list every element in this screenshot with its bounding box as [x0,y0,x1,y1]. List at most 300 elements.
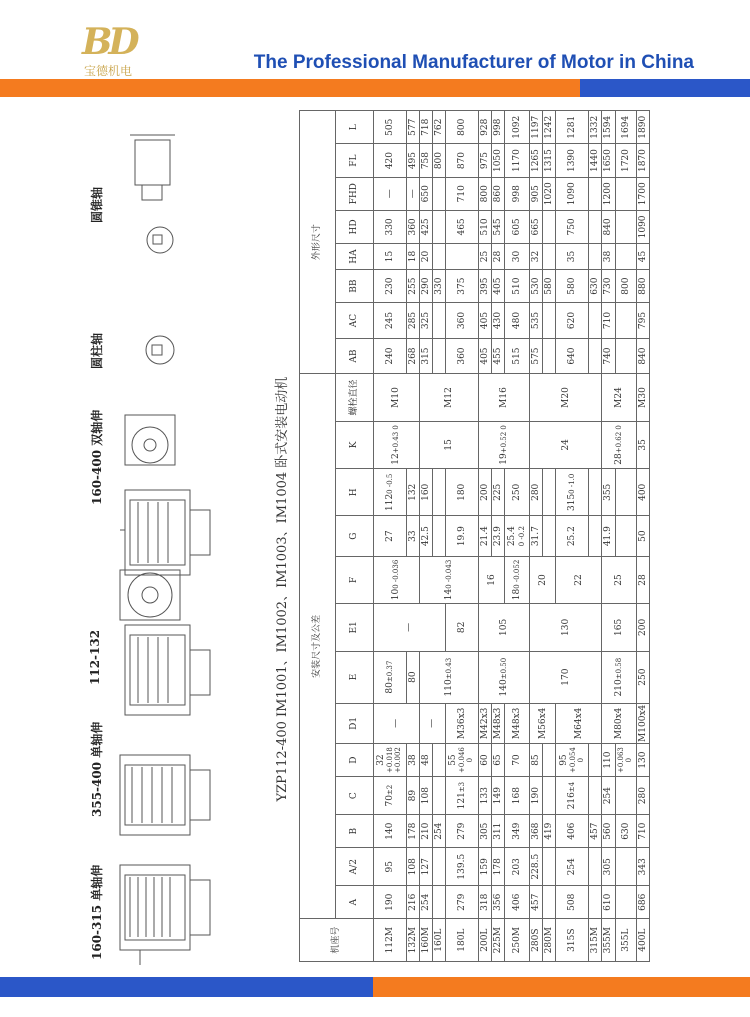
h-cell: 355 [602,469,615,516]
a2-cell: 343 [636,848,649,886]
a2-cell [589,848,602,886]
g-cell: 31.7 [530,516,543,556]
fhd-cell: 710 [445,177,478,210]
g-cell: 27 [373,516,406,556]
logo-subtitle: 宝德机电 [84,64,133,78]
l-cell: 1197 [530,111,543,144]
d1-cell: M42x3 [479,703,492,743]
ac-cell: 285 [406,303,419,339]
ha-cell [615,244,636,270]
ha-cell [432,244,445,270]
bolt-cell: M20 [530,374,602,421]
bolt-cell: M16 [479,374,530,421]
h-cell: 132 [406,469,419,516]
table-row [615,111,636,962]
d-cell: 130 [636,743,649,776]
b-cell: 140 [373,815,406,848]
e-cell: 170 [530,651,602,703]
a2-cell: 305 [602,848,615,886]
e1-cell: 200 [636,604,649,651]
c-cell [589,777,602,815]
col-f: F [335,556,373,603]
footer-band-blue [0,977,373,997]
col-bb: BB [335,270,373,303]
d-cell: 48 [419,743,432,776]
fhd-cell: 800 [479,177,492,210]
g-cell: 41.9 [602,516,615,556]
d-cell: +0.063 0 [615,743,636,776]
d1-cell: M80x4 [602,703,636,743]
col-h: H [335,469,373,516]
e-cell: 80 [406,651,419,703]
col-e: E [335,651,373,703]
d1-cell: M48x3 [505,703,530,743]
fl-cell: 1265 [530,144,543,177]
l-cell: 1332 [589,111,602,144]
h-cell: 280 [530,469,543,516]
c-cell: 168 [505,777,530,815]
fl-cell: 975 [479,144,492,177]
ha-cell: 25 [479,244,492,270]
l-cell: 1694 [615,111,636,144]
install-group-header: 安装尺寸及公差 [299,374,335,919]
table-row [406,111,419,962]
bolt-cell: M12 [419,374,478,421]
ab-cell: 515 [505,338,530,374]
b-cell: 368 [530,815,543,848]
frame-cell: 200L [479,919,492,962]
d1-cell: M48x3 [492,703,505,743]
bolt-cell: M30 [636,374,649,421]
e1-cell: 105 [479,604,530,651]
c-cell: 190 [530,777,543,815]
fl-cell: 420 [373,144,406,177]
g-cell: 33 [406,516,419,556]
table-row [373,111,406,962]
bb-cell: 330 [432,270,445,303]
b-cell: 457 [589,815,602,848]
bb-cell: 630 [589,270,602,303]
col-d: D [335,743,373,776]
ha-cell: 38 [602,244,615,270]
frame-cell: 160L [432,919,445,962]
col-hd: HD [335,210,373,243]
ha-cell: 18 [406,244,419,270]
ac-cell: 430 [492,303,505,339]
fhd-cell: 1200 [602,177,615,210]
b-cell: 254 [432,815,445,848]
hd-cell [543,210,556,243]
figure-label-tapered-shaft: 圆锥轴 [90,186,104,223]
frame-cell: 250M [505,919,530,962]
ab-cell [589,338,602,374]
fhd-cell: 860 [492,177,505,210]
h-cell: 1120 -0.5 [373,469,406,516]
ac-cell: 620 [556,303,589,339]
a-cell [543,886,556,919]
ac-cell [589,303,602,339]
l-cell: 762 [432,111,445,144]
d1-cell: M56x4 [530,703,556,743]
fl-cell: 1315 [543,144,556,177]
bb-cell: 230 [373,270,406,303]
a-cell [589,886,602,919]
hd-cell: 1090 [636,210,649,243]
header-band-orange [0,79,580,97]
e-cell: 110±0.43 [419,651,478,703]
l-cell: 1092 [505,111,530,144]
ab-cell: 840 [636,338,649,374]
ha-cell: 30 [505,244,530,270]
col-ac: AC [335,303,373,339]
table-row [543,111,556,962]
fl-cell: 1720 [615,144,636,177]
ac-cell: 535 [530,303,543,339]
fhd-cell [432,177,445,210]
d-cell: 55+0.046 0 [445,743,478,776]
col-b: B [335,815,373,848]
f-cell: 140 -0.043 [419,556,478,603]
fhd-cell: 650 [419,177,432,210]
k-cell: 28+0.62 0 [602,421,636,468]
fhd-cell: 1090 [556,177,589,210]
ha-cell: 28 [492,244,505,270]
b-cell: 279 [445,815,478,848]
ac-cell [615,303,636,339]
f-cell: 16 [479,556,505,603]
a-cell: 686 [636,886,649,919]
table-row [636,111,649,962]
ab-cell: 740 [602,338,615,374]
g-cell: 42.5 [419,516,432,556]
l-cell: 577 [406,111,419,144]
c-cell: 216±4 [556,777,589,815]
bolt-cell: M24 [602,374,636,421]
col-g: G [335,516,373,556]
fhd-cell: — [406,177,419,210]
ha-cell [589,244,602,270]
a-cell: 318 [479,886,492,919]
frame-cell: 180L [445,919,478,962]
c-cell: 254 [602,777,615,815]
col-bolt: 螺栓直径 [335,374,373,421]
col-e1: E1 [335,604,373,651]
col-d1: D1 [335,703,373,743]
figure-label-160-400-double: 160-400 双轴伸 [90,409,104,505]
fl-cell: 870 [445,144,478,177]
a2-cell: 254 [556,848,589,886]
fl-cell: 800 [432,144,445,177]
col-a2: A/2 [335,848,373,886]
g-cell: 19.9 [445,516,478,556]
ab-cell [432,338,445,374]
d-cell: 110 [602,743,615,776]
h-cell: 180 [445,469,478,516]
column-header-row [335,111,373,962]
a2-cell: 95 [373,848,406,886]
ab-cell: 575 [530,338,543,374]
company-logo [82,21,162,78]
g-cell: 50 [636,516,649,556]
logo-mark: BD [82,21,136,63]
hd-cell [615,210,636,243]
ab-cell: 315 [419,338,432,374]
motor-drawings [80,105,260,965]
k-cell: 15 [419,421,478,468]
g-cell: 25.2 [556,516,589,556]
g-cell: 23.9 [492,516,505,556]
c-cell: 149 [492,777,505,815]
ac-cell: 325 [419,303,432,339]
a-cell: 508 [556,886,589,919]
hd-cell: 605 [505,210,530,243]
fl-cell: 1650 [602,144,615,177]
a-cell: 190 [373,886,406,919]
ab-cell: 360 [445,338,478,374]
figure-label-355-400: 355-400 单轴伸 [90,721,104,817]
fhd-cell [615,177,636,210]
table-row [432,111,445,962]
frame-cell: 280M [543,919,556,962]
h-cell: 400 [636,469,649,516]
bb-cell: 405 [492,270,505,303]
figure-label-160-315: 160-315 单轴伸 [90,864,104,960]
col-c: C [335,777,373,815]
f-cell: 28 [636,556,649,603]
ha-cell: 35 [556,244,589,270]
fl-cell: 1440 [589,144,602,177]
ab-cell: 405 [479,338,492,374]
a-cell: 457 [530,886,543,919]
d-cell: 65 [492,743,505,776]
c-cell: 108 [419,777,432,815]
a2-cell: 127 [419,848,432,886]
h-cell: 3150 -1.0 [556,469,589,516]
k-cell: 24 [530,421,602,468]
k-cell: 12+0.43 0 [373,421,419,468]
d-cell: 70 [505,743,530,776]
hd-cell: 425 [419,210,432,243]
header-band-blue [580,79,750,97]
e-cell: 250 [636,651,649,703]
b-cell: 406 [556,815,589,848]
b-cell: 630 [615,815,636,848]
outline-group-header: 外形尺寸 [299,111,335,374]
a2-cell [432,848,445,886]
fhd-cell: — [373,177,406,210]
ac-cell: 360 [445,303,478,339]
spec-table [268,110,650,962]
a2-cell [543,848,556,886]
c-cell: 89 [406,777,419,815]
table-row [492,111,505,962]
hd-cell: 465 [445,210,478,243]
bb-cell: 800 [615,270,636,303]
frame-cell: 355L [615,919,636,962]
ac-cell: 480 [505,303,530,339]
bb-cell: 730 [602,270,615,303]
a-cell [615,886,636,919]
ac-cell: 245 [373,303,406,339]
g-cell: 25.40 -0.2 [505,516,530,556]
a-cell [432,886,445,919]
l-cell: 998 [492,111,505,144]
l-cell: 1594 [602,111,615,144]
b-cell: 710 [636,815,649,848]
a2-cell: 228.5 [530,848,543,886]
ac-cell: 405 [479,303,492,339]
c-cell: 133 [479,777,492,815]
h-cell: 225 [492,469,505,516]
a2-cell [615,848,636,886]
ha-cell: 20 [419,244,432,270]
figure-label-cylindrical-shaft: 圆柱轴 [90,332,104,369]
hd-cell: 750 [556,210,589,243]
a-cell: 279 [445,886,478,919]
c-cell: 121±3 [445,777,478,815]
fhd-cell: 998 [505,177,530,210]
e1-cell: 82 [445,604,478,651]
d-cell: 60 [479,743,492,776]
ha-cell [445,244,478,270]
l-cell: 1281 [556,111,589,144]
fl-cell: 758 [419,144,432,177]
e1-cell: — [373,604,445,651]
frame-cell: 280S [530,919,543,962]
frame-cell: 400L [636,919,649,962]
e-cell: 140±0.50 [479,651,530,703]
col-l: L [335,111,373,144]
f-cell: 20 [530,556,556,603]
bb-cell: 580 [556,270,589,303]
hd-cell: 665 [530,210,543,243]
h-cell: 160 [419,469,432,516]
ab-cell: 268 [406,338,419,374]
c-cell [432,777,445,815]
e1-cell: 130 [530,604,602,651]
f-cell: 22 [556,556,602,603]
table-row [556,111,589,962]
d1-cell: — [419,703,445,743]
frame-cell: 112M [373,919,406,962]
a-cell: 610 [602,886,615,919]
ab-cell [615,338,636,374]
k-cell: 19+0.52 0 [479,421,530,468]
fhd-cell: 1700 [636,177,649,210]
ac-cell: 795 [636,303,649,339]
a2-cell: 159 [479,848,492,886]
ha-cell: 45 [636,244,649,270]
l-cell: 1890 [636,111,649,144]
h-cell [589,469,602,516]
g-cell [432,516,445,556]
ha-cell [543,244,556,270]
e1-cell: 165 [602,604,636,651]
col-a: A [335,886,373,919]
d-cell: 85 [530,743,543,776]
table-row [419,111,432,962]
d1-cell: M64x4 [556,703,602,743]
b-cell: 419 [543,815,556,848]
bb-cell: 395 [479,270,492,303]
hd-cell: 545 [492,210,505,243]
a-cell: 406 [505,886,530,919]
h-cell: 200 [479,469,492,516]
col-fhd: FHD [335,177,373,210]
ab-cell: 640 [556,338,589,374]
ha-cell: 32 [530,244,543,270]
l-cell: 800 [445,111,478,144]
g-cell [543,516,556,556]
b-cell: 311 [492,815,505,848]
ac-cell [432,303,445,339]
hd-cell [432,210,445,243]
h-cell: 250 [505,469,530,516]
ab-cell: 240 [373,338,406,374]
h-cell [543,469,556,516]
table-title: YZP112-400 IM1001、IM1002、IM1003、IM1004 卧式安装电动机 [268,111,299,962]
bb-cell: 510 [505,270,530,303]
g-cell [615,516,636,556]
hd-cell [589,210,602,243]
col-ha: HA [335,244,373,270]
frame-cell: 160M [419,919,432,962]
d1-cell: M36x3 [445,703,478,743]
fl-cell: 495 [406,144,419,177]
fhd-cell: 1020 [543,177,556,210]
table-row [505,111,530,962]
a2-cell: 139.5 [445,848,478,886]
b-cell: 349 [505,815,530,848]
k-cell: 35 [636,421,649,468]
d1-cell: M100x4 [637,704,648,742]
l-cell: 505 [373,111,406,144]
c-cell [615,777,636,815]
spec-table-container [268,110,650,962]
l-cell: 1242 [543,111,556,144]
g-cell [589,516,602,556]
d-cell: 38 [406,743,419,776]
b-cell: 178 [406,815,419,848]
ac-cell: 710 [602,303,615,339]
b-cell: 560 [602,815,615,848]
a2-cell: 108 [406,848,419,886]
table-row [589,111,602,962]
h-cell [432,469,445,516]
fhd-cell: 905 [530,177,543,210]
hd-cell: 510 [479,210,492,243]
c-cell [543,777,556,815]
ac-cell [543,303,556,339]
col-ab: AB [335,338,373,374]
a-cell: 216 [406,886,419,919]
fl-cell: 1050 [492,144,505,177]
a-cell: 356 [492,886,505,919]
table-row [530,111,543,962]
ha-cell: 15 [373,244,406,270]
hd-cell: 330 [373,210,406,243]
a2-cell: 178 [492,848,505,886]
frame-cell: 315S [556,919,589,962]
ab-cell: 455 [492,338,505,374]
f-cell: 180 -0.052 [505,556,530,603]
e-cell: 80±0.37 [373,651,406,703]
a-cell: 254 [419,886,432,919]
fl-cell: 1870 [636,144,649,177]
frame-header: 机座号 [299,919,373,962]
fl-cell: 1170 [505,144,530,177]
g-cell: 21.4 [479,516,492,556]
